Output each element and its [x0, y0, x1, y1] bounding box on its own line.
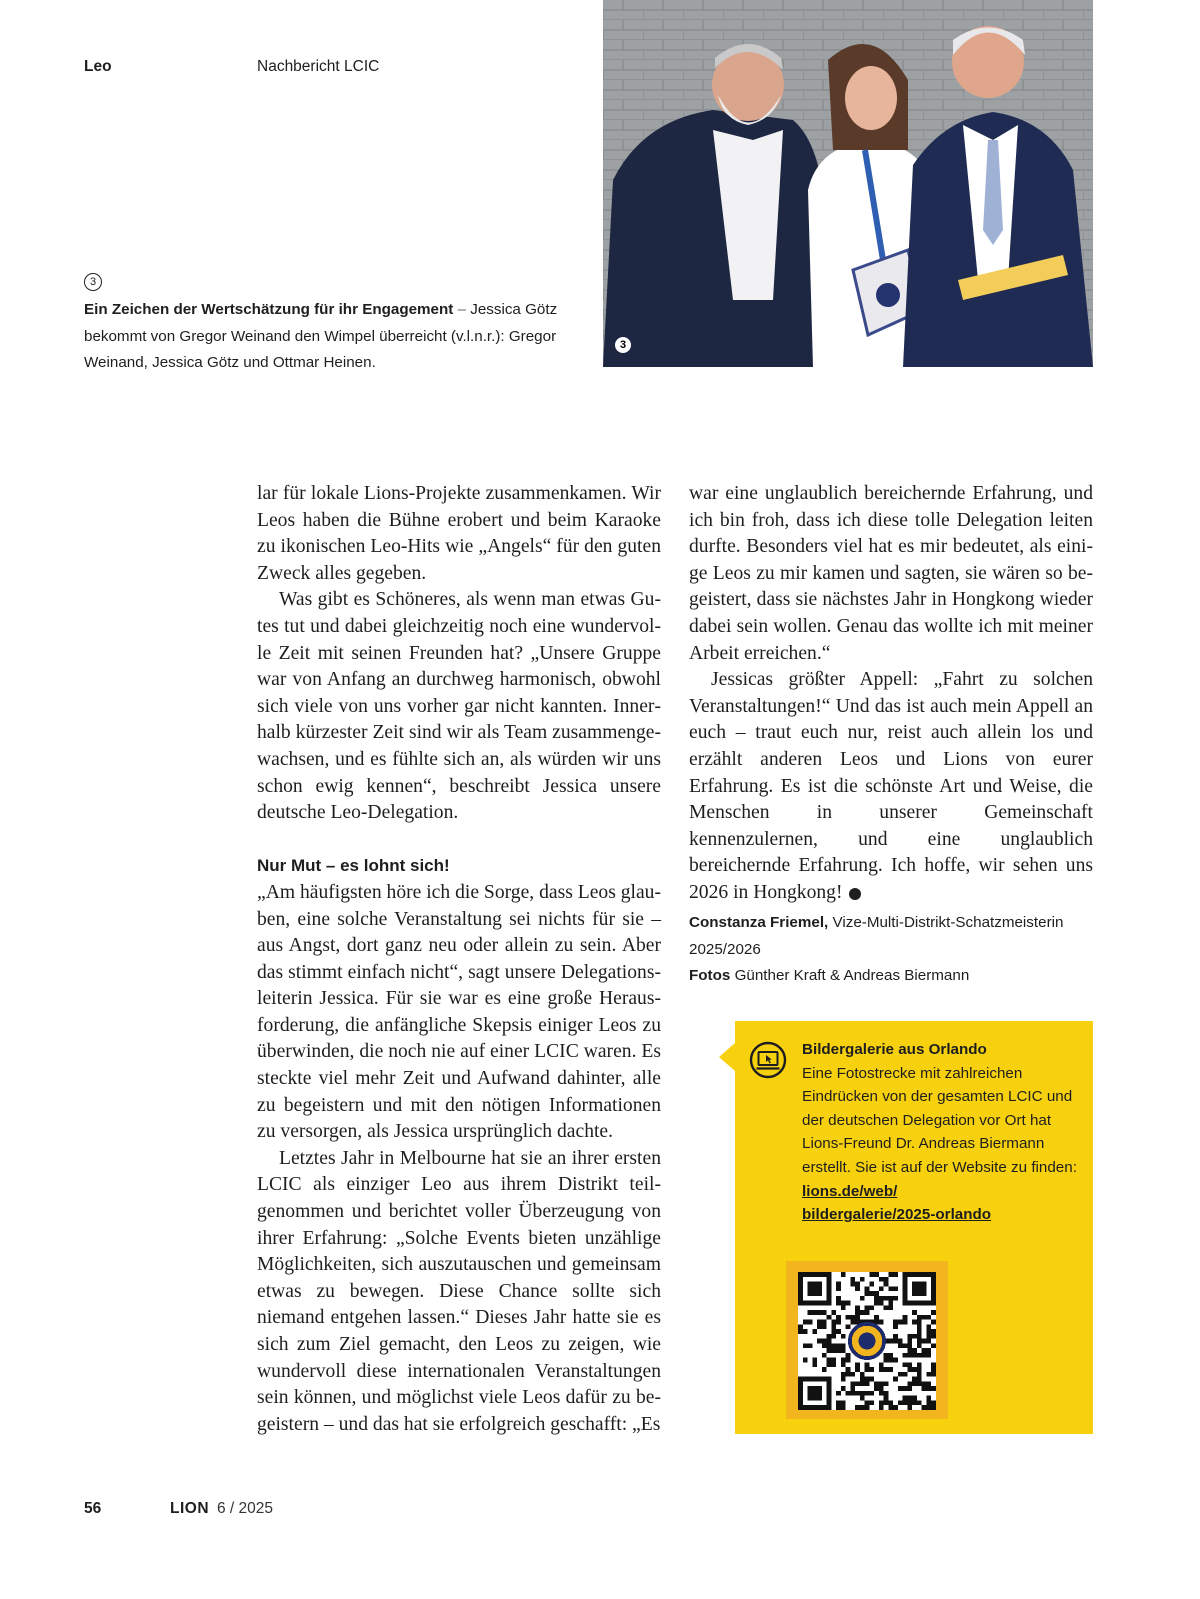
body-paragraph [689, 667, 1093, 906]
photo-number-badge: 3 [615, 337, 631, 353]
section-label: Leo [84, 58, 112, 75]
caption-headline: Ein Zeichen der Wertschätzung für ihr Engagement [84, 301, 454, 318]
caption-dash: – [453, 301, 471, 318]
author-line [689, 910, 1093, 963]
infobox-text: Eine Fotostrecke mit zahlreichen Eindrücken von der gesamten LCIC und der deutschen Delegation vor Ort hat Lions-Freund Dr. Andreas Biermann erstellt. Sie ist auf der Website zu finden: [802, 1064, 1077, 1176]
article-topic: Nachbericht LCIC [257, 58, 380, 75]
body-paragraph-text: Jessicas größter Appell: „Fahrt zu solchen Veranstaltungen!“ Und das ist auch mein Appell an euch – traut euch nur, reist auch allein los und erzählt anderen Leos und Lions von eurer Erfahrung. Es ist die schönste Art und Weise, die Menschen in unserer Gemeinschaft kennenzulernen, und eine unglaublich bereichernde Erfahrung. Ich hoffe, wir sehen uns 2026 in Hongkong! [689, 669, 1093, 903]
computer-screen-icon [749, 1041, 787, 1079]
infobox-pointer [719, 1043, 735, 1071]
body-paragraph: „Am häufigsten höre ich die Sorge, dass Leos glauben, eine solche Veranstaltung sei nichts für sie – aus Angst, dort ganz neu oder allein zu sein. Aber das stimmt einfach nicht“, sagt unsere Delegationsleiterin Jessica. Für sie war es eine große Herausforderung, die anfängliche Skepsis einiger Leos zu überwinden, die noch nie auf einer LCIC waren. Es steckte viel mehr Zeit und Aufwand dahinter, alle zu begeistern und mit den nötigen Informationen zu versorgen, als Jessica ursprünglich dachte. [257, 881, 661, 1143]
caption-text: Jessica Götz bekommt von Gregor Weinand den Wimpel überreicht (v.l.n.r.): Gregor Weinand, Jessica Götz und Ottmar Heinen. [84, 301, 558, 371]
photo-illustration [603, 0, 1093, 367]
article-photo [603, 0, 1093, 367]
photos-label: Fotos [689, 967, 731, 984]
infobox-content [802, 1038, 1082, 1227]
body-paragraph: lar für lokale Lions-Projekte zusammenkamen. Wir Leos haben die Bühne erobert und beim Karaoke zu ikonischen Leo-Hits wie „Angels“ für den guten Zweck alles gegeben. [257, 483, 661, 584]
photo-credit-line [689, 963, 1093, 990]
subheading: Nur Mut – es lohnt sich! [257, 856, 450, 876]
infobox-title: Bildergalerie aus Orlando [802, 1041, 987, 1058]
issue-number: 6 / 2025 [217, 1500, 274, 1517]
photos-names: Günther Kraft & Andreas Biermann [734, 967, 970, 984]
gallery-link-line-1[interactable]: lions.de/web/ [802, 1182, 898, 1200]
end-mark-icon: L [849, 888, 861, 900]
caption-number-badge: 3 [84, 273, 102, 291]
page-number: 56 [84, 1500, 102, 1517]
author-credits [689, 910, 1093, 990]
magazine-name: LION [170, 1500, 210, 1517]
body-paragraph: Letztes Jahr in Melbourne hat sie an ihrer ersten LCIC als einziger Leo aus ihrem Distrikt teilgenommen und berichtet voller Überzeugung von ihrer Erfahrung: „Solche Events bieten unzählige Möglichkeiten, sich auszutauschen und gemeinsam etwas zu bewegen. Diese Chance sollte sich niemand entgehen lassen.“ Dieses Jahr hatte sie es sich zum Ziel gemacht, den Leos zu zeigen, wie wundervoll diese internationalen Veranstaltungen sein können, und möglichst viele Leos dafür zu begeistern – und das hat sie erfolgreich geschafft: „Es [257, 1147, 661, 1435]
gallery-link-line-2[interactable]: bildergalerie/2025-orlando [802, 1206, 992, 1224]
article-column-1 [257, 481, 661, 1438]
gallery-link[interactable] [802, 1180, 1082, 1227]
author-role: Vize-Multi-Distrikt-Schatzmeisterin 2025/2026 [689, 914, 1064, 958]
author-name: Constanza Friemel, [689, 914, 829, 931]
body-paragraph: war eine unglaublich bereichernde Erfahrung, und ich bin froh, dass ich diese tolle Delegation leiten durfte. Besonders viel hat es mir bedeutet, als einige Leos zu mir kamen und sagten, sie wären so begeistert, dass sie nächstes Jahr in Hongkong wieder dabei sein wollen. Genau das wollte ich mit meiner Arbeit erreichen.“ [689, 483, 1093, 664]
qr-code[interactable] [798, 1272, 936, 1410]
photo-caption [84, 297, 564, 377]
body-paragraph: Was gibt es Schöneres, als wenn man etwas Gutes tut und dabei gleichzeitig noch eine wundervolle Zeit mit seinen Freunden hat? „Unsere Gruppe war von Anfang an durchweg harmonisch, obwohl sich viele von uns vorher gar nicht kannten. Innerhalb kürzester Zeit sind wir als Team zusammengewachsen, und es fühlte sich an, als würden wir uns schon ewig kennen“, beschreibt Jessica unsere deutsche Leo-Delegation. [257, 589, 661, 824]
article-column-2 [689, 481, 1093, 907]
